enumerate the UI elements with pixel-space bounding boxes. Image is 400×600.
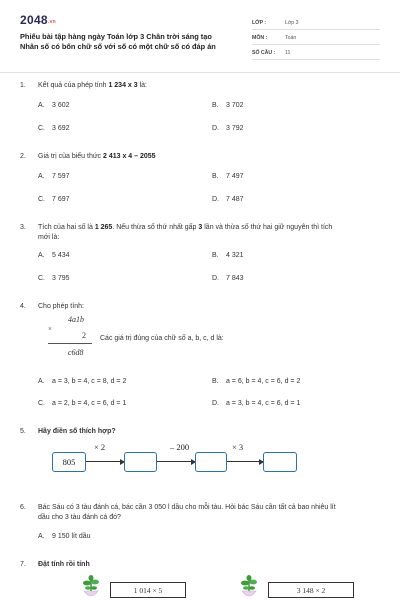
start-box: 805 xyxy=(52,452,86,472)
site-logo[interactable]: 2048.vn xyxy=(20,13,57,27)
option-a[interactable]: A. 7 597 xyxy=(38,173,70,180)
answer-box-3[interactable] xyxy=(263,452,297,472)
worksheet-header xyxy=(0,0,400,72)
title-line-2: Nhân số có bốn chữ số với số có một chữ số có đáp án xyxy=(20,42,216,51)
question-1: 1. Kết quả của phép tính 1 234 x 3 là: A. 3 602 B. 3 702 C. 3 692 D. 3 792 xyxy=(20,82,244,132)
option-a[interactable]: A. 3 602 xyxy=(38,102,70,109)
option-d[interactable]: D. a = 3, b = 4, c = 6, d = 1 xyxy=(212,400,301,407)
operation-1: × 2 xyxy=(94,442,106,452)
option-b[interactable]: B. 7 497 xyxy=(212,173,244,180)
number-chain xyxy=(52,442,312,478)
option-c[interactable]: C. 7 697 xyxy=(38,196,70,203)
title-line-1: Phiếu bài tập hàng ngày Toán lớp 3 Chân trời sáng tạo xyxy=(20,32,212,41)
question-4-ask: Các giá trị đúng của chữ số a, b, c, d là: xyxy=(100,335,224,342)
meta-count: SỐ CÂU : 11 xyxy=(252,46,380,60)
option-a[interactable]: A. a = 3, b = 4, c = 8, d = 2 xyxy=(38,378,127,385)
potted-plant-icon xyxy=(238,574,260,600)
question-4: 4. Cho phép tính: 4a1b × 2 c6d8 Các giá trị đúng của chữ số a, b, c, d là: A. a = 3, b = 4, c = 8, d = 2 B. a = 6, b = 4, c = 6, d = 2 C. a = 2, b = 4, c = 6, d = 1 D. a = 3, b = 4, c = 6, d = 1 xyxy=(20,303,301,407)
option-b[interactable]: B. 4 321 xyxy=(212,252,244,259)
option-c[interactable]: C. 3 795 xyxy=(38,275,70,282)
calc-expression-2: 3 148 × 2 xyxy=(268,582,354,598)
option-a[interactable]: A. 9 150 lít dầu xyxy=(38,533,91,540)
option-a[interactable]: A. 5 434 xyxy=(38,252,70,259)
operation-2: – 200 xyxy=(170,442,190,452)
calc-expression-1: 1 014 × 5 xyxy=(110,582,186,598)
arrow-3 xyxy=(227,461,263,462)
arrow-1 xyxy=(86,461,124,462)
question-7: 7. Đặt tính rồi tính xyxy=(20,561,90,568)
worksheet-title xyxy=(20,32,250,52)
multiplication-bar xyxy=(48,343,92,344)
option-c[interactable]: C. 3 692 xyxy=(38,125,70,132)
option-d[interactable]: D. 3 792 xyxy=(212,125,244,132)
calc-card-2 xyxy=(238,574,358,600)
answer-box-2[interactable] xyxy=(195,452,227,472)
answer-box-1[interactable] xyxy=(124,452,157,472)
question-6: 6. Bác Sáu có 3 tàu đánh cá, bác cần 3 050 l dầu cho mỗi tàu. Hỏi bác Sáu cần tất cả bao nhiêu lít dầu cho 3 tàu đánh cá đó? A. 9 150 lít dầu xyxy=(20,504,336,540)
calc-card-1 xyxy=(80,574,190,600)
arrow-2 xyxy=(157,461,195,462)
option-d[interactable]: D. 7 487 xyxy=(212,196,244,203)
option-d[interactable]: D. 7 843 xyxy=(212,275,244,282)
option-b[interactable]: B. 3 702 xyxy=(212,102,244,109)
option-c[interactable]: C. a = 2, b = 4, c = 6, d = 1 xyxy=(38,400,127,407)
header-divider xyxy=(0,72,400,73)
question-5: 5. Hãy điền số thích hợp? xyxy=(20,428,116,435)
vertical-multiplication: 4a1b × 2 c6d8 xyxy=(48,315,88,359)
meta-class: LỚP : Lớp 3 xyxy=(252,16,380,30)
option-b[interactable]: B. a = 6, b = 4, c = 6, d = 2 xyxy=(212,378,301,385)
potted-plant-icon xyxy=(80,574,102,600)
worksheet-meta xyxy=(252,16,380,61)
question-3: 3. Tích của hai số là 1 265. Nếu thừa số thứ nhất gấp 3 lần và thừa số thứ hai giữ nguyên thì tích mới là: A. 5 434 B. 4 321 C. 3 795 D. 7 843 xyxy=(20,224,333,282)
question-2: 2. Giá trị của biểu thức 2 413 x 4 – 2055 A. 7 597 B. 7 497 C. 7 697 D. 7 487 xyxy=(20,153,244,203)
operation-3: × 3 xyxy=(232,442,244,452)
meta-subject: MÔN : Toán xyxy=(252,31,380,45)
